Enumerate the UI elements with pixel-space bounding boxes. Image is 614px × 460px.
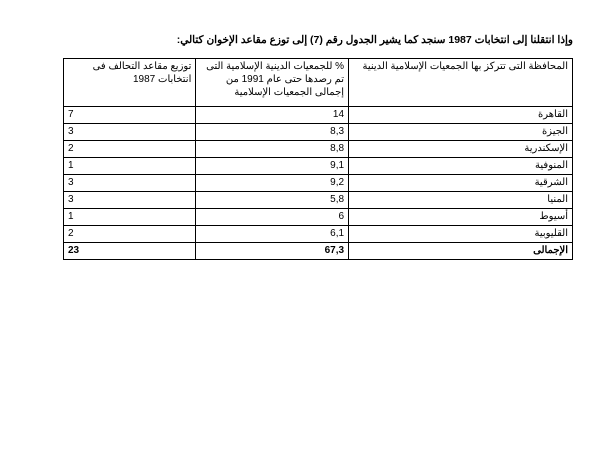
table-total-row [64,243,573,260]
table-row [64,209,573,226]
table-header [64,59,573,107]
cell-region: القاهرة [349,107,573,124]
cell-percentage: 6,1 [196,226,349,243]
cell-region: المنوفية [349,158,573,175]
cell-percentage: 6 [196,209,349,226]
distribution-table [63,58,573,260]
cell-seats: 2 [64,141,196,158]
column-header-region: المحافظة التى تتركز بها الجمعيات الإسلامية الدينية [349,59,573,107]
cell-percentage: 9,2 [196,175,349,192]
table-row [64,158,573,175]
cell-percentage: 5,8 [196,192,349,209]
intro-paragraph: وإذا انتقلنا إلى انتخابات 1987 سنجد كما يشير الجدول رقم (7) إلى توزع مقاعد الإخوان كتالي: [176,33,573,46]
table-row [64,192,573,209]
cell-seats-total: 23 [64,243,196,260]
table-row [64,141,573,158]
cell-seats: 3 [64,124,196,141]
cell-seats: 7 [64,107,196,124]
cell-region: المنيا [349,192,573,209]
table-row [64,124,573,141]
cell-percentage: 8,3 [196,124,349,141]
cell-seats: 1 [64,209,196,226]
table-row [64,226,573,243]
table-row [64,107,573,124]
cell-region-total: الإجمالى [349,243,573,260]
cell-percentage: 14 [196,107,349,124]
cell-region: الجيزة [349,124,573,141]
cell-seats: 2 [64,226,196,243]
cell-seats: 1 [64,158,196,175]
table-header-row [64,59,573,107]
cell-region: الإسكندرية [349,141,573,158]
column-header-seats: توزيع مقاعد التحالف فى انتخابات 1987 [64,59,196,107]
column-header-percentage: % للجمعيات الدينية الإسلامية التى تم رصدها حتى عام 1991 من إجمالى الجمعيات الإسلامية [196,59,349,107]
cell-percentage-total: 67,3 [196,243,349,260]
cell-seats: 3 [64,192,196,209]
table-row [64,175,573,192]
cell-seats: 3 [64,175,196,192]
cell-percentage: 8,8 [196,141,349,158]
cell-percentage: 9,1 [196,158,349,175]
table-body [64,107,573,260]
cell-region: الشرقية [349,175,573,192]
cell-region: القليوبية [349,226,573,243]
cell-region: أسيوط [349,209,573,226]
